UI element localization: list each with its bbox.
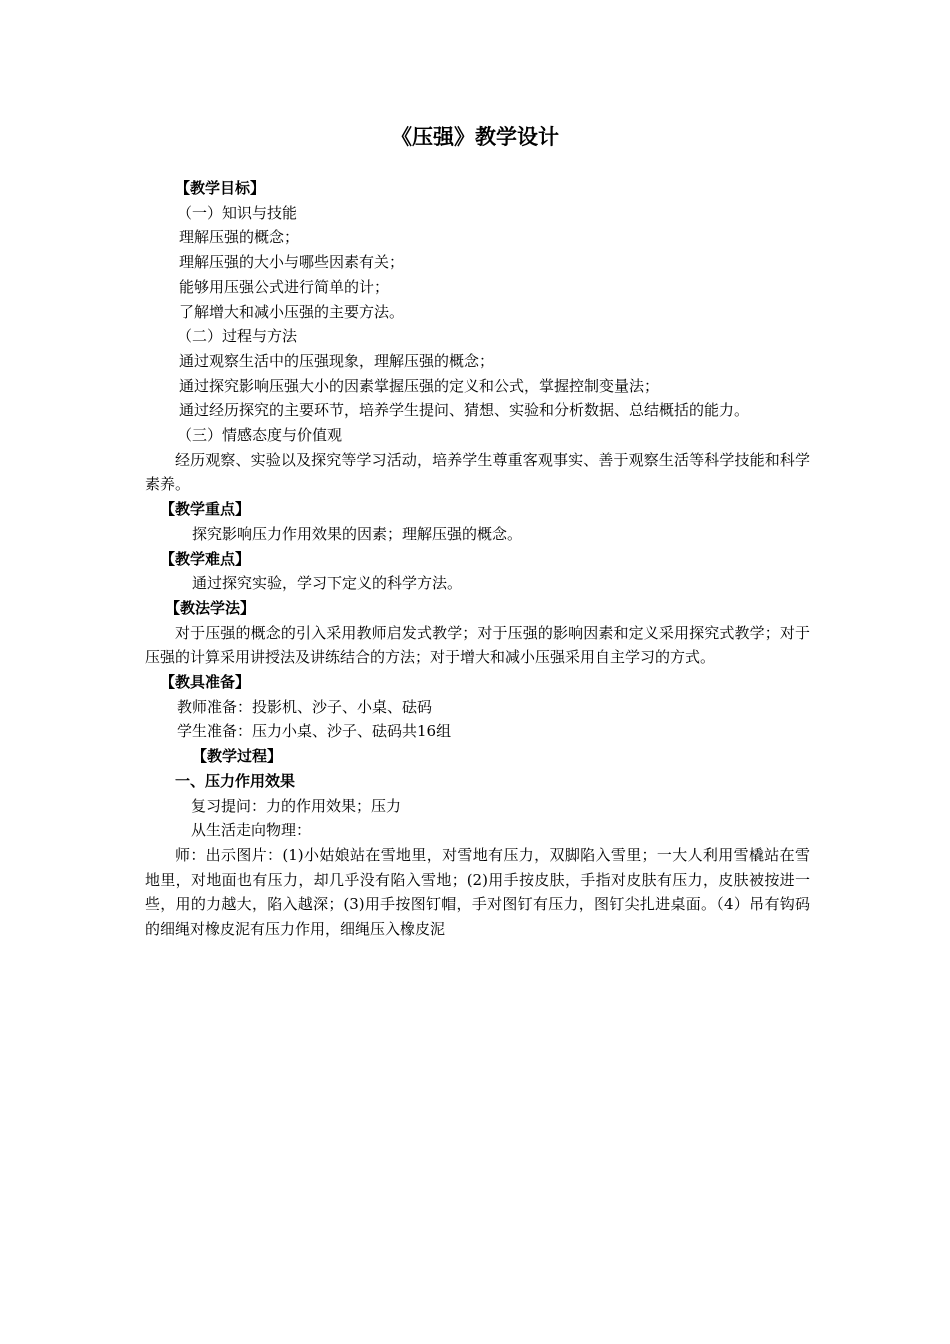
teacher-demo-text: 师：出示图片：(1)小姑娘站在雪地里，对雪地有压力，双脚陷入雪里；一大人利用雪橇站在雪地里，对地面也有压力，却几乎没有陷入雪地；(2)用手按皮肤，手指对皮肤有压力，皮肤被按进一些，用的力越大，陷入越深；(3)用手按图钉帽，手对图钉有压力，图钉尖扎进桌面。（4）吊有钩码的细绳对橡皮泥有压力作用，细绳压入橡皮泥 <box>145 845 810 939</box>
goals-subheading-knowledge: （一）知识与技能 <box>177 203 298 222</box>
process-item: 通过观察生活中的压强现象，理解压强的概念； <box>179 351 495 370</box>
goals-heading: 【教学目标】 <box>175 179 266 197</box>
process-item: 通过经历探究的主要环节，培养学生提问、猜想、实验和分析数据、总结概括的能力。 <box>179 401 750 420</box>
tools-heading: 【教具准备】 <box>160 673 251 692</box>
life-to-physics: 从生活走向物理： <box>191 821 312 840</box>
goals-subheading-process: （二）过程与方法 <box>177 327 298 346</box>
document-body <box>145 176 810 942</box>
goals-subheading-attitude: （三）情感态度与价值观 <box>177 426 343 445</box>
section-heading: 一、压力作用效果 <box>175 771 296 790</box>
knowledge-item: 了解增大和减小压强的主要方法。 <box>179 302 405 321</box>
methods-text: 对于压强的概念的引入采用教师启发式教学；对于压强的影响因素和定义采用探究式教学；对于压强的计算采用讲授法及讲练结合的方法；对于增大和减小压强采用自主学习的方式。 <box>145 623 810 667</box>
key-points-text: 探究影响压力作用效果的因素；理解压强的概念。 <box>192 524 523 543</box>
key-points-heading: 【教学重点】 <box>160 500 251 519</box>
attitude-text: 经历观察、实验以及探究等学习活动，培养学生尊重客观事实、善于观察生活等科学技能和科学素养。 <box>145 450 810 494</box>
review-question: 复习提问：力的作用效果；压力 <box>191 796 402 815</box>
knowledge-item: 理解压强的概念； <box>179 228 300 247</box>
tools-teacher: 教师准备：投影机、沙子、小桌、砝码 <box>177 697 433 716</box>
knowledge-item: 理解压强的大小与哪些因素有关； <box>179 253 405 272</box>
knowledge-item: 能够用压强公式进行简单的计； <box>179 277 390 296</box>
difficulties-text: 通过探究实验，学习下定义的科学方法。 <box>192 574 463 593</box>
difficulties-heading: 【教学难点】 <box>160 549 251 568</box>
methods-heading: 【教法学法】 <box>165 598 256 617</box>
process-item: 通过探究影响压强大小的因素掌握压强的定义和公式，掌握控制变量法； <box>179 376 660 395</box>
tools-student: 学生准备：压力小桌、沙子、砝码共16组 <box>177 722 452 741</box>
process-heading: 【教学过程】 <box>192 747 283 766</box>
document-title: 《压强》教学设计 <box>391 125 559 149</box>
